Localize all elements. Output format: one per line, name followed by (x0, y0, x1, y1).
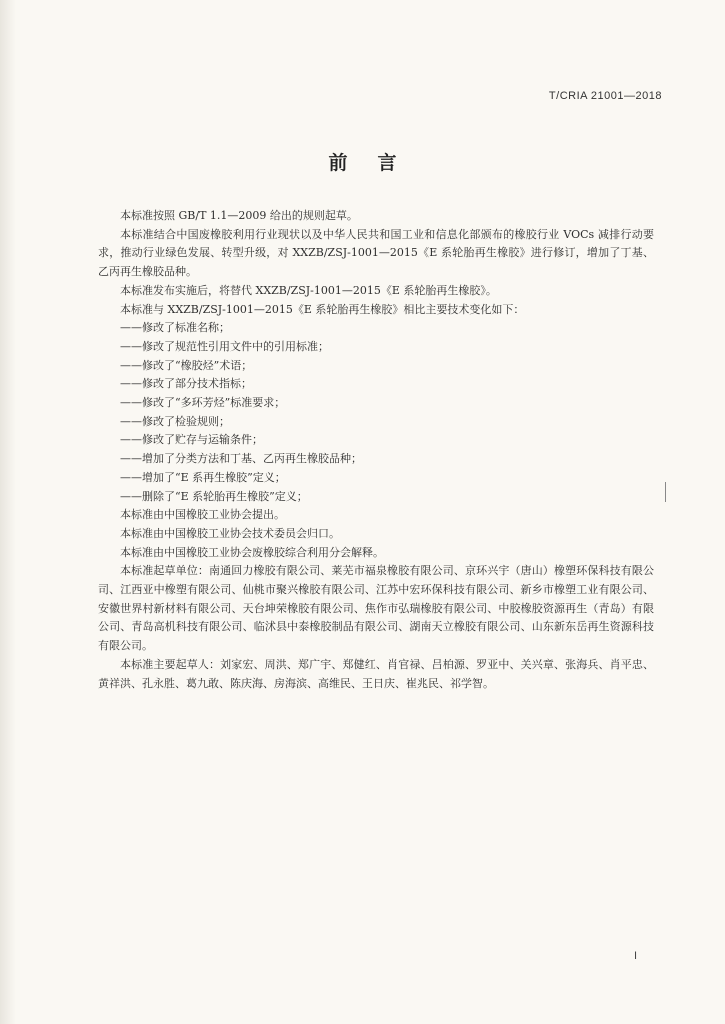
paragraph-administrator: 本标准由中国橡胶工业协会技术委员会归口。 (120, 526, 340, 540)
paragraph-replacement: 本标准发布实施后，将替代 XXZB/ZSJ-1001—2015《E 系轮胎再生橡胶》。 (120, 283, 497, 297)
changes-list (98, 319, 654, 506)
list-item: ——删除了“E 系轮胎再生橡胶”定义； (120, 489, 308, 503)
paragraph-proposer: 本标准由中国橡胶工业协会提出。 (120, 508, 285, 522)
list-item: ——修改了“多环芳烃”标准要求； (120, 396, 286, 410)
page-title: 前言 (328, 152, 427, 174)
list-item: ——修改了规范性引用文件中的引用标准； (120, 339, 329, 353)
list-item: ——修改了标准名称； (120, 321, 230, 335)
page-number: I (634, 950, 638, 962)
list-item: ——增加了“E 系再生橡胶”定义； (120, 470, 286, 484)
paragraph-changes-intro: 本标准与 XXZB/ZSJ-1001—2015《E 系轮胎再生橡胶》相比主要技术变化如下： (120, 302, 525, 316)
paragraph-drafting-units: 本标准起草单位：南通回力橡胶有限公司、莱芜市福泉橡胶有限公司、京环兴宇（唐山）橡塑环保科技有限公司、江西亚中橡塑有限公司、仙桃市聚兴橡胶有限公司、江苏中宏环保科技有限公司、新乡市橡塑工业有限公司、安徽世界村新材料有限公司、天台坤荣橡胶有限公司、焦作市弘瑞橡胶有限公司、中胶橡胶资源再生（青岛）有限公司、青岛高机科技有限公司、临沭县中泰橡胶制品有限公司、湖南天立橡胶有限公司、山东新东岳再生资源科技有限公司。 (98, 564, 654, 653)
foreword-body (98, 207, 654, 693)
list-item: ——修改了部分技术指标； (120, 377, 252, 391)
document-code: T/CRIA 21001—2018 (548, 90, 662, 102)
paragraph-drafting-rule: 本标准按照 GB/T 1.1—2009 给出的规则起草。 (120, 209, 358, 222)
list-item: ——修改了贮存与运输条件； (120, 433, 263, 447)
list-item: ——修改了“橡胶烃”术语； (120, 358, 253, 372)
paragraph-background: 本标准结合中国废橡胶利用行业现状以及中华人民共和国工业和信息化部颁布的橡胶行业 VOCs 减排行动要求，推动行业绿色发展、转型升级，对 XXZB/ZSJ-1001—2015《E 系轮胎再生橡胶》进行修订，增加了丁基、乙丙再生橡胶品种。 (98, 227, 654, 279)
list-item: ——增加了分类方法和丁基、乙丙再生橡胶品种； (120, 452, 362, 466)
scan-artifact-line (665, 482, 666, 502)
paragraph-interpreter: 本标准由中国橡胶工业协会废橡胶综合利用分会解释。 (120, 545, 384, 559)
list-item: ——修改了检验规则； (120, 414, 230, 428)
paragraph-drafters: 本标准主要起草人：刘家宏、周洪、郑广宇、郑健红、肖官禄、吕柏源、罗亚中、关兴章、张海兵、肖平忠、黄祥洪、孔永胜、葛九敢、陈庆海、房海滨、高维民、王日庆、崔兆民、祁学智。 (98, 657, 654, 690)
